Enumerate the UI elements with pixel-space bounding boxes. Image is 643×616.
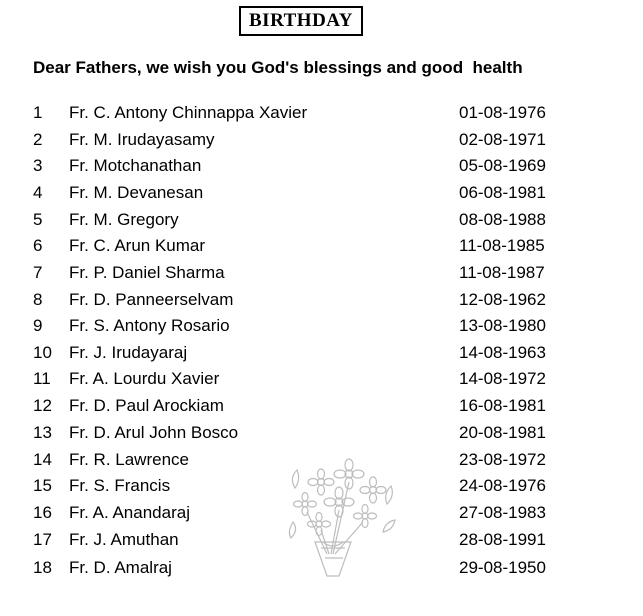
entry-number: 10 [33,343,52,362]
entry-name: Fr. D. Amalraj [69,558,172,577]
entry-date: 06-08-1981 [459,183,546,202]
entry-date: 13-08-1980 [459,316,546,335]
list-item [0,261,643,287]
entry-date: 20-08-1981 [459,423,546,442]
entry-name: Fr. C. Arun Kumar [69,236,206,255]
entry-number: 1 [33,103,43,122]
entry-number: 12 [33,396,52,415]
title-box [239,6,363,36]
entry-number: 7 [33,263,43,282]
entry-number: 9 [33,316,43,335]
entry-date: 11-08-1987 [459,263,545,282]
entry-date: 24-08-1976 [459,476,546,495]
entry-date: 27-08-1983 [459,503,546,522]
entry-number: 3 [33,156,43,175]
entry-name: Fr. A. Anandaraj [69,503,190,522]
entry-number: 17 [33,530,52,549]
entry-date: 12-08-1962 [459,290,546,309]
entry-name: Fr. R. Lawrence [69,450,189,469]
entry-date: 08-08-1988 [459,210,546,229]
entry-number: 5 [33,210,43,229]
entry-name: Fr. M. Devanesan [69,183,204,202]
list-item [0,181,643,207]
entry-number: 4 [33,183,43,202]
entry-number: 11 [33,369,51,388]
entry-date: 23-08-1972 [459,450,546,469]
entry-number: 2 [33,130,43,149]
flower-bouquet-icon [287,458,397,580]
entry-date: 16-08-1981 [459,396,546,415]
list-item [0,421,643,447]
entry-date: 14-08-1972 [459,369,546,388]
entry-name: Fr. D. Arul John Bosco [69,423,239,442]
list-item [0,288,643,314]
list-item [0,128,643,154]
entry-number: 8 [33,290,43,309]
list-item [0,154,643,180]
entry-number: 13 [33,423,52,442]
entry-name: Fr. J. Irudayaraj [69,343,188,362]
entry-number: 15 [33,476,52,495]
list-item [0,208,643,234]
entry-number: 14 [33,450,52,469]
entry-name: Fr. S. Antony Rosario [69,316,230,335]
entry-date: 02-08-1971 [459,130,546,149]
entry-name: Fr. A. Lourdu Xavier [69,369,220,388]
entry-date: 29-08-1950 [459,558,546,577]
entry-name: Fr. C. Antony Chinnappa Xavier [69,103,308,122]
list-item [0,314,643,340]
page-title: BIRTHDAY [249,10,353,31]
entry-name: Fr. M. Gregory [69,210,179,229]
entry-number: 16 [33,503,52,522]
entry-name: Fr. P. Daniel Sharma [69,263,225,282]
list-item [0,234,643,260]
entry-name: Fr. D. Paul Arockiam [69,396,224,415]
list-item [0,394,643,420]
entry-name: Fr. J. Amuthan [69,530,179,549]
entry-date: 14-08-1963 [459,343,546,362]
entry-date: 28-08-1991 [459,530,546,549]
entry-name: Fr. D. Panneerselvam [69,290,234,309]
entry-date: 01-08-1976 [459,103,546,122]
list-item [0,341,643,367]
list-item [0,101,643,127]
entry-number: 18 [33,558,52,577]
entry-date: 11-08-1985 [459,236,545,255]
greeting-text: Dear Fathers, we wish you God's blessings and good health [33,58,523,77]
list-item [0,367,643,393]
entry-number: 6 [33,236,43,255]
entry-name: Fr. S. Francis [69,476,171,495]
entry-name: Fr. M. Irudayasamy [69,130,215,149]
entry-name: Fr. Motchanathan [69,156,202,175]
entry-date: 05-08-1969 [459,156,546,175]
